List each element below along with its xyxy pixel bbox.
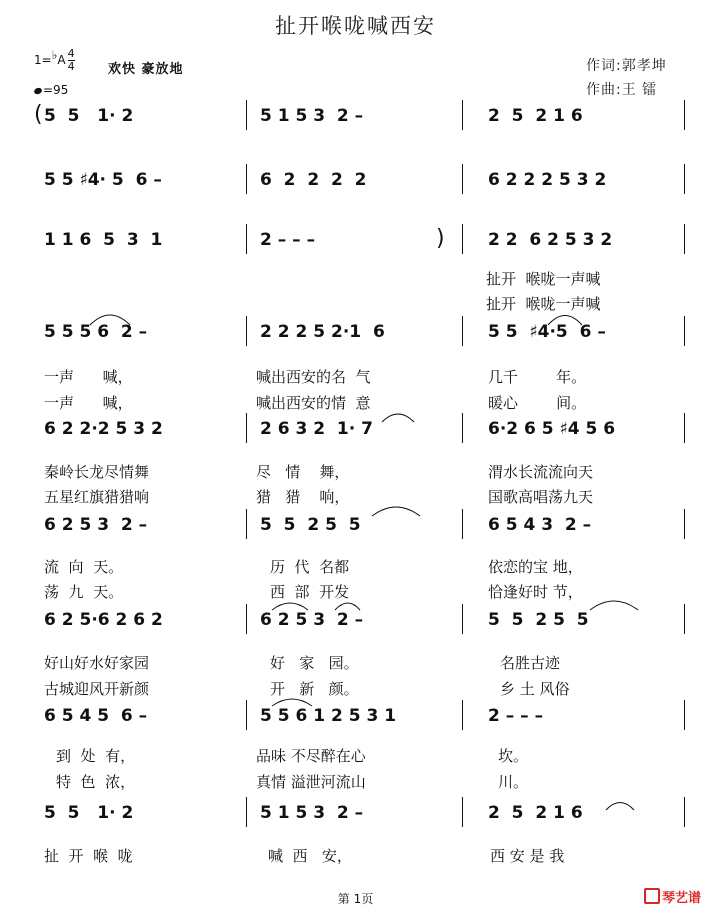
barline (462, 164, 463, 194)
notation-group: 2 5 2 1 6 (488, 106, 583, 126)
barline (684, 413, 685, 443)
lyric-intro-2: 扯开 喉咙一声喊 (486, 295, 601, 313)
lyric-r8b-3: 川。 (498, 773, 529, 791)
composer-credit: 作曲:王 镭 (586, 82, 658, 98)
time-signature (68, 48, 75, 73)
open-paren: ( (34, 102, 43, 127)
close-paren: ) (436, 226, 445, 251)
key-prefix: 1= (34, 53, 52, 67)
slur-row8 (272, 699, 312, 706)
notation-group: 6·2 6 5 ♯4 5 6 (488, 419, 616, 439)
lyric-r8b-1: 特 色 浓， (56, 773, 136, 791)
lyric-r5a-2: 尽 情 舞， (256, 463, 350, 481)
lyric-r5a-1: 秦岭长龙尽情舞 (44, 463, 150, 481)
barline (462, 700, 463, 730)
lyric-r5b-1: 五星红旗猎猎响 (44, 488, 150, 506)
lyric-r8a-1: 到 处 有， (56, 747, 136, 765)
lyric-r8a-3: 坎。 (498, 747, 529, 765)
notation-group: 6 2 5 3 2 – (44, 515, 148, 535)
lyric-r8a-2: 品味 不尽醉在心 (256, 747, 366, 765)
barline (462, 509, 463, 539)
page-footer: 第 1页 (337, 892, 374, 906)
barline (246, 509, 247, 539)
notation-group: 2 2 6 2 5 3 2 (488, 230, 613, 250)
barline (684, 797, 685, 827)
barline (462, 100, 463, 130)
notation-group: 2 – – – (260, 230, 316, 250)
notation-group: 6 2 2·2 5 3 2 (44, 419, 163, 439)
notation-group: 6 5 4 3 2 – (488, 515, 592, 535)
lyric-r7b-1: 古城迎风开新颜 (44, 680, 150, 698)
barline (462, 413, 463, 443)
notation-group: 5 5 ♯4·5 6 – (488, 322, 606, 342)
lyric-r7b-2: 开 新 颜。 (270, 680, 359, 698)
key-signature (34, 48, 75, 73)
lyric-r4a-2: 喊出西安的名 气 (256, 368, 371, 386)
barline (246, 413, 247, 443)
site-logo (644, 887, 701, 906)
key-note: A (57, 53, 66, 67)
lyric-r7a-1: 好山好水好家园 (44, 654, 150, 672)
barline (684, 224, 685, 254)
notation-group: 5 5 6 1 2 5 3 1 (260, 706, 397, 726)
lyric-r5b-2: 猎 猎 响， (256, 488, 350, 506)
time-bottom: 4 (67, 60, 75, 73)
notation-group: 5 5 2 5 5 (260, 515, 361, 535)
lyric-r8b-2: 真情 溢泄河流山 (256, 773, 366, 791)
song-title: 扯开喉咙喊西安 (275, 14, 436, 38)
barline (462, 604, 463, 634)
barline (246, 797, 247, 827)
notation-group: 5 5 ♯4· 5 6 – (44, 170, 162, 190)
slur-row7b (335, 603, 360, 610)
notation-group: 1 1 6 5 3 1 (44, 230, 163, 250)
lyric-r5a-3: 渭水长流流向天 (488, 463, 594, 481)
notation-group: 5 5 2 5 5 (488, 610, 589, 630)
barline (684, 100, 685, 130)
lyric-r4b-2: 喊出西安的情 意 (256, 394, 371, 412)
flat-sign: ♭ (51, 48, 58, 62)
quarter-note-icon (33, 87, 43, 95)
lyric-r4b-3: 暖心 间。 (488, 394, 587, 412)
notation-group: 2 – – – (488, 706, 544, 726)
lyric-r9-3: 西 安 是 我 (490, 847, 565, 865)
barline (246, 316, 247, 346)
barline (246, 164, 247, 194)
lyric-intro-1: 扯开 喉咙一声喊 (486, 270, 601, 288)
tempo-value: =95 (43, 83, 69, 97)
lyric-r6b-1: 荡 九 天。 (44, 583, 124, 601)
slur-row7a (272, 603, 308, 610)
barline (684, 164, 685, 194)
lyric-r5b-3: 国歌高唱荡九天 (488, 488, 594, 506)
lyric-r4a-1: 一声 喊， (44, 368, 133, 386)
notation-group: 2 6 3 2 1· 7 (260, 419, 373, 439)
lyric-r4a-3: 几千 年。 (488, 368, 587, 386)
lyric-r7a-3: 名胜古迹 (500, 654, 561, 672)
slur-row9 (606, 803, 634, 811)
expression-marking: 欢快 豪放地 (108, 62, 184, 77)
lyric-r6a-2: 历 代 名都 (270, 558, 350, 576)
barline (684, 604, 685, 634)
barline (462, 797, 463, 827)
slur-row5 (382, 414, 414, 422)
slur-row7c (590, 601, 638, 610)
barline (462, 224, 463, 254)
notation-group: 5 5 1· 2 (44, 106, 134, 126)
notation-group: 2 5 2 1 6 (488, 803, 583, 823)
logo-icon (644, 888, 660, 904)
barline (684, 509, 685, 539)
notation-group: 6 2 2 2 5 3 2 (488, 170, 607, 190)
lyric-r9-2: 喊 西 安， (268, 847, 352, 865)
time-top: 4 (67, 47, 75, 60)
slur-row6 (372, 507, 420, 516)
lyric-r4b-1: 一声 喊， (44, 394, 133, 412)
lyric-r7b-3: 乡 土 风俗 (500, 680, 570, 698)
lyricist-credit: 作词:郭孝坤 (586, 58, 667, 74)
barline (246, 100, 247, 130)
notation-group: 5 5 5 6 2 – (44, 322, 148, 342)
notation-group: 6 5 4 5 6 – (44, 706, 148, 726)
barline (246, 700, 247, 730)
barline (462, 316, 463, 346)
notation-group: 5 5 1· 2 (44, 803, 134, 823)
logo-text: 琴艺谱 (662, 891, 702, 906)
lyric-r6a-1: 流 向 天。 (44, 558, 124, 576)
notation-group: 2 2 2 5 2·1 6 (260, 322, 385, 342)
lyric-r7a-2: 好 家 园。 (270, 654, 359, 672)
lyric-r9-1: 扯 开 喉 咙 (44, 847, 133, 865)
lyric-r6b-2: 西 部 开发 (270, 583, 350, 601)
notation-group: 6 2 5 3 2 – (260, 610, 364, 630)
notation-group: 5 1 5 3 2 – (260, 803, 364, 823)
lyric-r6a-3: 依恋的宝 地， (488, 558, 583, 576)
notation-group: 6 2 5·6 2 6 2 (44, 610, 163, 630)
barline (684, 316, 685, 346)
notation-group: 5 1 5 3 2 – (260, 106, 364, 126)
barline (246, 224, 247, 254)
lyric-r6b-3: 恰逢好时 节， (488, 583, 583, 601)
barline (246, 604, 247, 634)
barline (684, 700, 685, 730)
tempo-marking (34, 83, 68, 97)
notation-group: 6 2 2 2 2 (260, 170, 367, 190)
